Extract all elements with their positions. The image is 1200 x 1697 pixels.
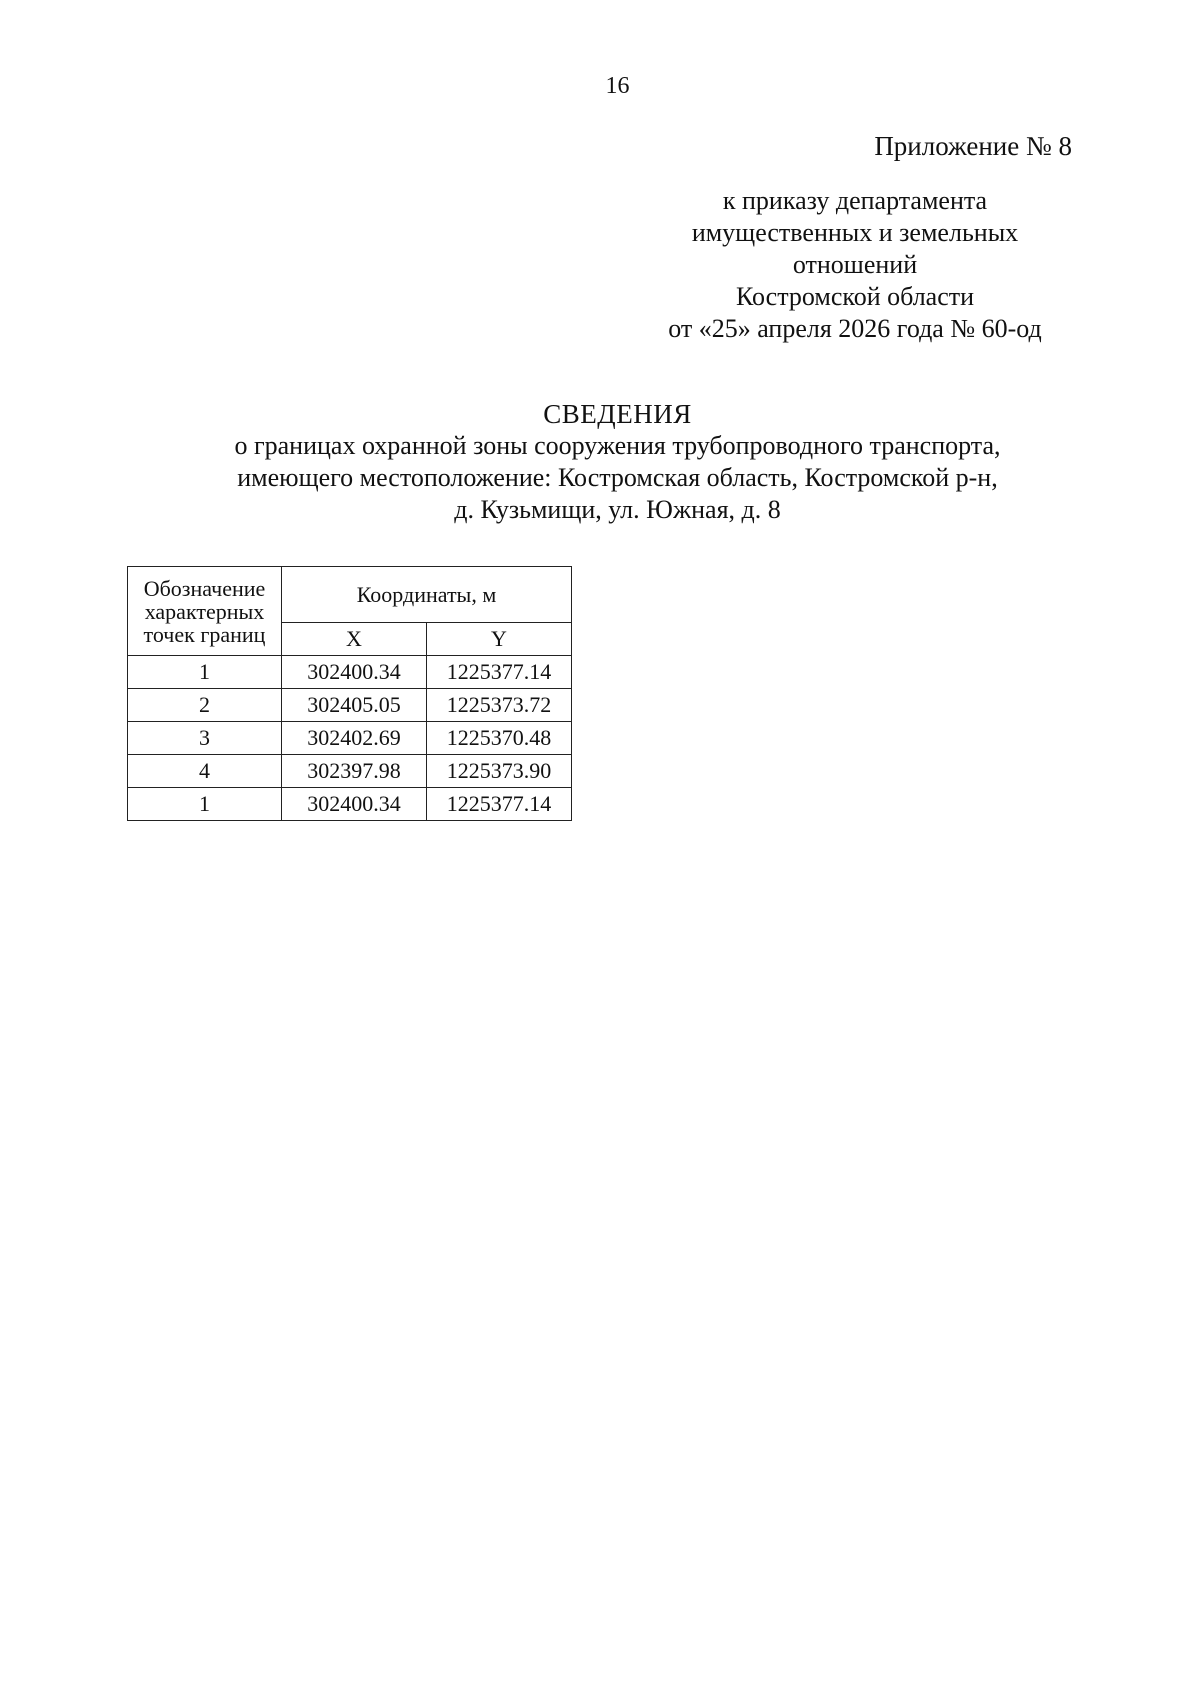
appendix-title: Приложение № 8 bbox=[874, 131, 1072, 161]
header-point-line: точек границ bbox=[143, 621, 266, 647]
heading-subtitle-line: имеющего местоположение: Костромская область, Костромской р-н, bbox=[237, 463, 998, 492]
header-point-line: характерных bbox=[144, 598, 265, 624]
coordinates-table bbox=[127, 566, 572, 821]
cell-point: 4 bbox=[128, 755, 282, 788]
page-number: 16 bbox=[605, 73, 630, 99]
cell-point: 2 bbox=[128, 689, 282, 722]
cell-x: 302400.34 bbox=[282, 656, 427, 689]
document-heading bbox=[0, 398, 1200, 526]
heading-subtitle-line: д. Кузьмищи, ул. Южная, д. 8 bbox=[454, 495, 781, 524]
table-row bbox=[128, 755, 572, 788]
cell-point: 1 bbox=[128, 788, 282, 821]
cell-point: 3 bbox=[128, 722, 282, 755]
order-reference-line: от «25» апреля 2026 года № 60-од bbox=[668, 314, 1042, 343]
heading-title: СВЕДЕНИЯ bbox=[543, 399, 692, 429]
table-row bbox=[128, 656, 572, 689]
table-row bbox=[128, 722, 572, 755]
cell-point: 1 bbox=[128, 656, 282, 689]
header-y: Y bbox=[427, 623, 572, 656]
header-coordinates: Координаты, м bbox=[282, 567, 572, 623]
header-x: X bbox=[282, 623, 427, 656]
cell-y: 1225370.48 bbox=[427, 722, 572, 755]
cell-y: 1225373.72 bbox=[427, 689, 572, 722]
order-reference-line: отношений bbox=[792, 250, 918, 279]
header-point-designation bbox=[128, 567, 282, 656]
cell-x: 302402.69 bbox=[282, 722, 427, 755]
table-header-row bbox=[128, 567, 572, 623]
cell-x: 302405.05 bbox=[282, 689, 427, 722]
cell-x: 302400.34 bbox=[282, 788, 427, 821]
cell-y: 1225377.14 bbox=[427, 656, 572, 689]
table-row bbox=[128, 788, 572, 821]
table-row bbox=[128, 689, 572, 722]
order-reference-line: к приказу департамента bbox=[722, 186, 988, 215]
order-reference-line: имущественных и земельных bbox=[691, 218, 1019, 247]
heading-subtitle-line: о границах охранной зоны сооружения трубопроводного транспорта, bbox=[234, 431, 1001, 460]
cell-y: 1225377.14 bbox=[427, 788, 572, 821]
header-point-line: Обозначение bbox=[143, 575, 266, 601]
order-reference-line: Костромской области bbox=[735, 282, 975, 311]
cell-x: 302397.98 bbox=[282, 755, 427, 788]
cell-y: 1225373.90 bbox=[427, 755, 572, 788]
order-reference bbox=[630, 185, 1080, 345]
